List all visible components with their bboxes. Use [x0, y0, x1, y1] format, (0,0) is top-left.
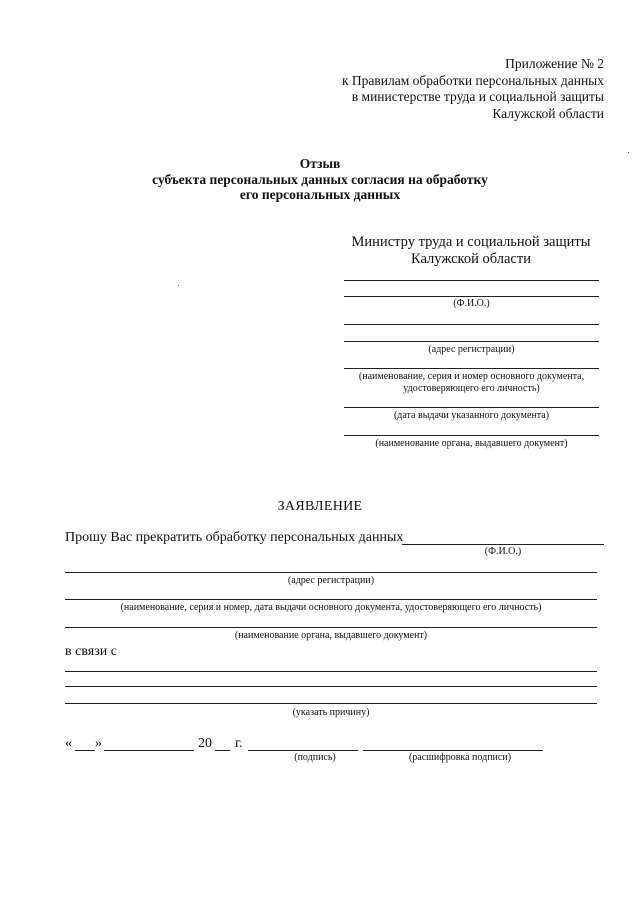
- issuer-field-line[interactable]: [344, 435, 599, 436]
- reg-address-field-line-1[interactable]: [344, 324, 599, 325]
- doc-caption-line-2: удостоверяющего его личность): [403, 383, 540, 394]
- scan-speck: [628, 152, 629, 153]
- date-month-field-line[interactable]: [104, 750, 194, 751]
- doc-date-caption: (дата выдачи указанного документа): [393, 410, 550, 421]
- fio-caption: (Ф.И.О.): [453, 298, 490, 309]
- title-line-1: Отзыв: [299, 156, 341, 171]
- reason-caption: (указать причину): [292, 707, 370, 718]
- fio-field-line-1[interactable]: [344, 280, 599, 281]
- addressee-line-1: Министру труда и социальной защиты: [351, 234, 591, 250]
- statement-fio-caption: (Ф.И.О.): [484, 546, 522, 557]
- date-year-field-line[interactable]: [215, 750, 230, 751]
- year-prefix: 20: [198, 736, 212, 751]
- addressee-line-2: Калужской области: [411, 251, 531, 267]
- reason-field-line-2[interactable]: [65, 686, 597, 687]
- doc-caption-line-1: (наименование, серия и номер основного документа,: [358, 371, 585, 382]
- annex-line-2: к Правилам обработки персональных данных: [341, 72, 604, 88]
- signature-field-line[interactable]: [248, 750, 358, 751]
- statement-address-field-line[interactable]: [65, 572, 597, 573]
- annex-line-3: в министерстве труда и социальной защиты: [351, 89, 604, 104]
- doc-date-field-line[interactable]: [344, 407, 599, 408]
- signature-decoding-caption: (расшифровка подписи): [408, 752, 512, 763]
- statement-fio-field-line[interactable]: [402, 544, 604, 545]
- reg-address-field-line-2[interactable]: [344, 341, 599, 342]
- date-open-quote: «: [65, 736, 72, 751]
- fio-field-line-2[interactable]: [344, 296, 599, 297]
- reason-field-line-1[interactable]: [65, 671, 597, 672]
- statement-address-caption: (адрес регистрации): [287, 575, 375, 586]
- signature-decoding-field-line[interactable]: [363, 750, 543, 751]
- title-line-3: его персональных данных: [239, 187, 401, 202]
- reason-prefix: в связи с: [65, 644, 117, 659]
- doc-field-line[interactable]: [344, 368, 599, 369]
- reason-field-line-3[interactable]: [65, 703, 597, 704]
- statement-doc-field-line[interactable]: [65, 599, 597, 600]
- scan-speck: [178, 285, 179, 286]
- issuer-caption: (наименование органа, выдавшего документ): [375, 438, 568, 449]
- reg-address-caption: (адрес регистрации): [428, 344, 515, 355]
- year-suffix: г.: [235, 736, 243, 751]
- statement-issuer-caption: (наименование органа, выдавшего документ): [234, 630, 428, 641]
- request-text: Прошу Вас прекратить обработку персональных данных: [65, 530, 404, 545]
- document-title: [0, 156, 640, 203]
- statement-doc-caption: (наименование, серия и номер, дата выдачи основного документа, удостоверяющего его личность): [120, 602, 542, 613]
- annex-line-1: Приложение № 2: [505, 56, 604, 71]
- annex-line-4: Калужской области: [492, 105, 604, 121]
- signature-caption: (подпись): [294, 752, 336, 763]
- statement-issuer-field-line[interactable]: [65, 627, 597, 628]
- addressee-block: [340, 234, 602, 268]
- date-day-field-line[interactable]: [75, 750, 95, 751]
- statement-heading: ЗАЯВЛЕНИЕ: [277, 499, 363, 514]
- title-line-2: субъекта персональных данных согласия на обработку: [152, 171, 488, 187]
- annex-block: [342, 56, 604, 122]
- date-close-quote: »: [95, 736, 102, 751]
